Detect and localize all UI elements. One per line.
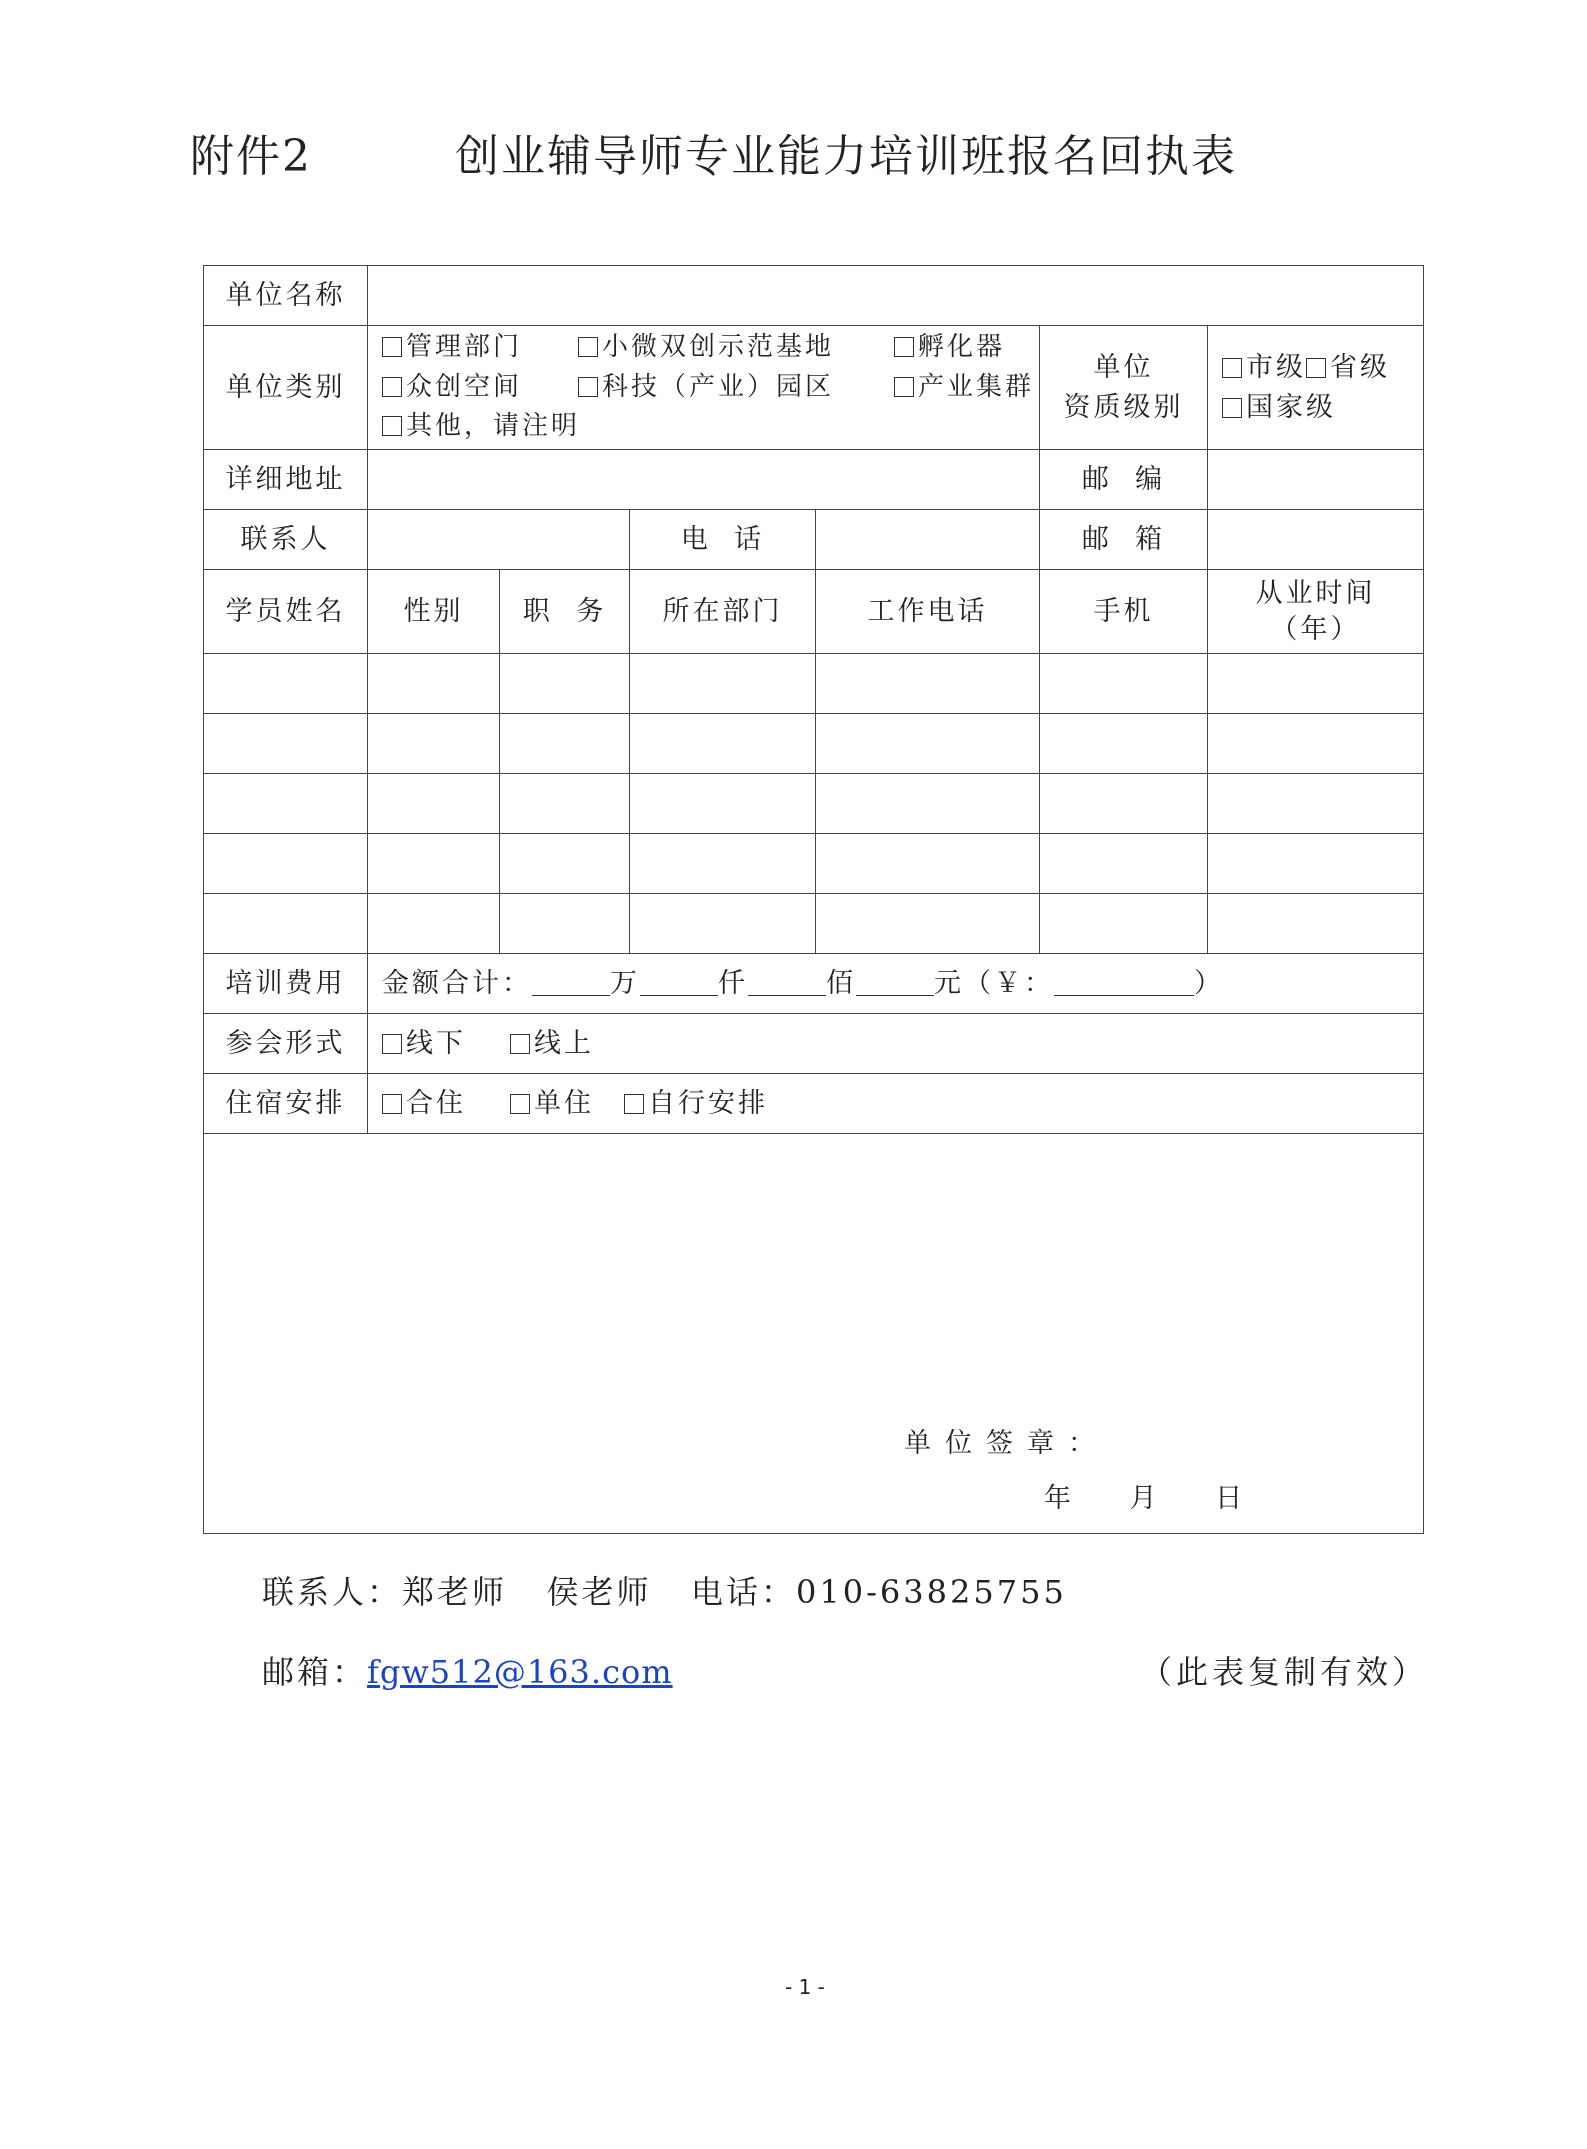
unit-type-option[interactable]: 科技（产业）园区	[578, 368, 868, 408]
postcode-label: 邮 编	[1040, 450, 1208, 510]
col-header-mobile: 手机	[1040, 570, 1208, 654]
email-field[interactable]	[1208, 510, 1424, 570]
address-label: 详细地址	[204, 450, 368, 510]
table-row	[204, 834, 1424, 894]
lodging-label: 住宿安排	[204, 1074, 368, 1134]
fee-blank[interactable]	[640, 971, 718, 996]
student-cell[interactable]	[368, 654, 500, 714]
student-cell[interactable]	[204, 654, 368, 714]
col-header-years: 从业时间 （年）	[1208, 570, 1424, 654]
col-header-gender: 性别	[368, 570, 500, 654]
footer-email-link[interactable]: fgw512@163.com	[367, 1653, 673, 1691]
student-cell[interactable]	[368, 714, 500, 774]
checkbox-icon[interactable]	[1306, 358, 1326, 378]
student-cell[interactable]	[204, 774, 368, 834]
checkbox-icon[interactable]	[578, 337, 598, 357]
student-cell[interactable]	[1208, 714, 1424, 774]
unit-type-label: 单位类别	[204, 326, 368, 450]
checkbox-icon[interactable]	[382, 416, 402, 436]
footer-contact: 联系人：郑老师 侯老师 电话：010-63825755	[262, 1573, 1067, 1611]
unit-name-label: 单位名称	[204, 266, 368, 326]
table-row	[204, 654, 1424, 714]
col-header-department: 所在部门	[630, 570, 816, 654]
student-cell[interactable]	[630, 654, 816, 714]
qualification-option[interactable]: 国家级	[1222, 392, 1336, 423]
qualification-option[interactable]: 市级	[1222, 352, 1306, 383]
fee-blank[interactable]	[748, 971, 826, 996]
col-header-name: 学员姓名	[204, 570, 368, 654]
fee-label: 培训费用	[204, 954, 368, 1014]
student-cell[interactable]	[500, 774, 630, 834]
student-cell[interactable]	[816, 774, 1040, 834]
checkbox-icon[interactable]	[894, 337, 914, 357]
unit-type-option[interactable]: 产业集群	[894, 368, 1034, 408]
checkbox-icon[interactable]	[382, 377, 402, 397]
unit-type-option[interactable]: 孵化器	[894, 328, 1005, 368]
seal-label: 单位签章：	[904, 1428, 1109, 1459]
page-title: 创业辅导师专业能力培训班报名回执表	[455, 131, 1237, 182]
checkbox-icon[interactable]	[1222, 398, 1242, 418]
contact-field[interactable]	[368, 510, 630, 570]
fee-blank[interactable]	[1054, 971, 1194, 996]
table-row	[204, 714, 1424, 774]
lodging-option[interactable]: 合住	[382, 1084, 466, 1123]
student-cell[interactable]	[368, 894, 500, 954]
phone-field[interactable]	[816, 510, 1040, 570]
unit-type-option[interactable]: 管理部门	[382, 328, 552, 368]
attend-options	[368, 1014, 1424, 1074]
qualification-label: 单位 资质级别	[1040, 326, 1208, 450]
student-cell[interactable]	[630, 714, 816, 774]
student-cell[interactable]	[500, 894, 630, 954]
unit-name-field[interactable]	[368, 266, 1424, 326]
student-cell[interactable]	[816, 714, 1040, 774]
fee-blank[interactable]	[856, 971, 934, 996]
student-cell[interactable]	[630, 774, 816, 834]
page-number: - 1 -	[785, 1975, 825, 1999]
unit-type-option[interactable]: 其他，请注明	[382, 407, 580, 447]
student-cell[interactable]	[1040, 894, 1208, 954]
attend-option[interactable]: 线上	[510, 1024, 594, 1063]
checkbox-icon[interactable]	[894, 377, 914, 397]
lodging-options	[368, 1074, 1424, 1134]
student-cell[interactable]	[1208, 834, 1424, 894]
student-cell[interactable]	[500, 834, 630, 894]
student-cell[interactable]	[500, 654, 630, 714]
checkbox-icon[interactable]	[510, 1034, 530, 1054]
email-label: 邮 箱	[1040, 510, 1208, 570]
col-header-work-phone: 工作电话	[816, 570, 1040, 654]
checkbox-icon[interactable]	[578, 377, 598, 397]
checkbox-icon[interactable]	[1222, 358, 1242, 378]
student-cell[interactable]	[1208, 654, 1424, 714]
student-cell[interactable]	[1040, 654, 1208, 714]
checkbox-icon[interactable]	[510, 1094, 530, 1114]
lodging-option[interactable]: 自行安排	[624, 1084, 768, 1123]
seal-area[interactable]	[204, 1134, 1424, 1534]
postcode-field[interactable]	[1208, 450, 1424, 510]
attend-label: 参会形式	[204, 1014, 368, 1074]
qualification-option[interactable]: 省级	[1306, 352, 1390, 383]
fee-amount: 金额合计： 万 仟 佰 元（￥： ）	[368, 954, 1424, 1014]
student-cell[interactable]	[1040, 714, 1208, 774]
footer-note: （此表复制有效）	[1140, 1653, 1429, 1691]
table-row	[204, 894, 1424, 954]
checkbox-icon[interactable]	[382, 1094, 402, 1114]
qualification-options	[1208, 326, 1424, 450]
table-row	[204, 774, 1424, 834]
seal-date: 年 月 日	[1044, 1483, 1253, 1514]
student-cell[interactable]	[630, 834, 816, 894]
student-cell[interactable]	[368, 834, 500, 894]
footer-email-label: 邮箱：	[262, 1653, 368, 1691]
student-cell[interactable]	[204, 714, 368, 774]
fee-blank[interactable]	[532, 971, 610, 996]
student-cell[interactable]	[816, 654, 1040, 714]
student-cell[interactable]	[1208, 774, 1424, 834]
registration-form	[203, 265, 1424, 1534]
footer-email-line	[262, 1647, 673, 1693]
checkbox-icon[interactable]	[382, 337, 402, 357]
student-cell[interactable]	[1208, 894, 1424, 954]
student-cell[interactable]	[816, 834, 1040, 894]
attachment-label: 附件2	[190, 131, 312, 182]
unit-type-option[interactable]: 众创空间	[382, 368, 552, 408]
lodging-option[interactable]: 单住	[510, 1084, 594, 1123]
student-cell[interactable]	[1040, 834, 1208, 894]
checkbox-icon[interactable]	[624, 1094, 644, 1114]
student-cell[interactable]	[816, 894, 1040, 954]
student-cell[interactable]	[368, 774, 500, 834]
attend-option[interactable]: 线下	[382, 1024, 466, 1063]
unit-type-options	[368, 326, 1040, 450]
col-header-position: 职 务	[500, 570, 630, 654]
phone-label: 电 话	[630, 510, 816, 570]
contact-label: 联系人	[204, 510, 368, 570]
checkbox-icon[interactable]	[382, 1034, 402, 1054]
unit-type-option[interactable]: 小微双创示范基地	[578, 328, 868, 368]
student-cell[interactable]	[630, 894, 816, 954]
student-cell[interactable]	[500, 714, 630, 774]
student-cell[interactable]	[1040, 774, 1208, 834]
student-cell[interactable]	[204, 894, 368, 954]
address-field[interactable]	[368, 450, 1040, 510]
student-cell[interactable]	[204, 834, 368, 894]
